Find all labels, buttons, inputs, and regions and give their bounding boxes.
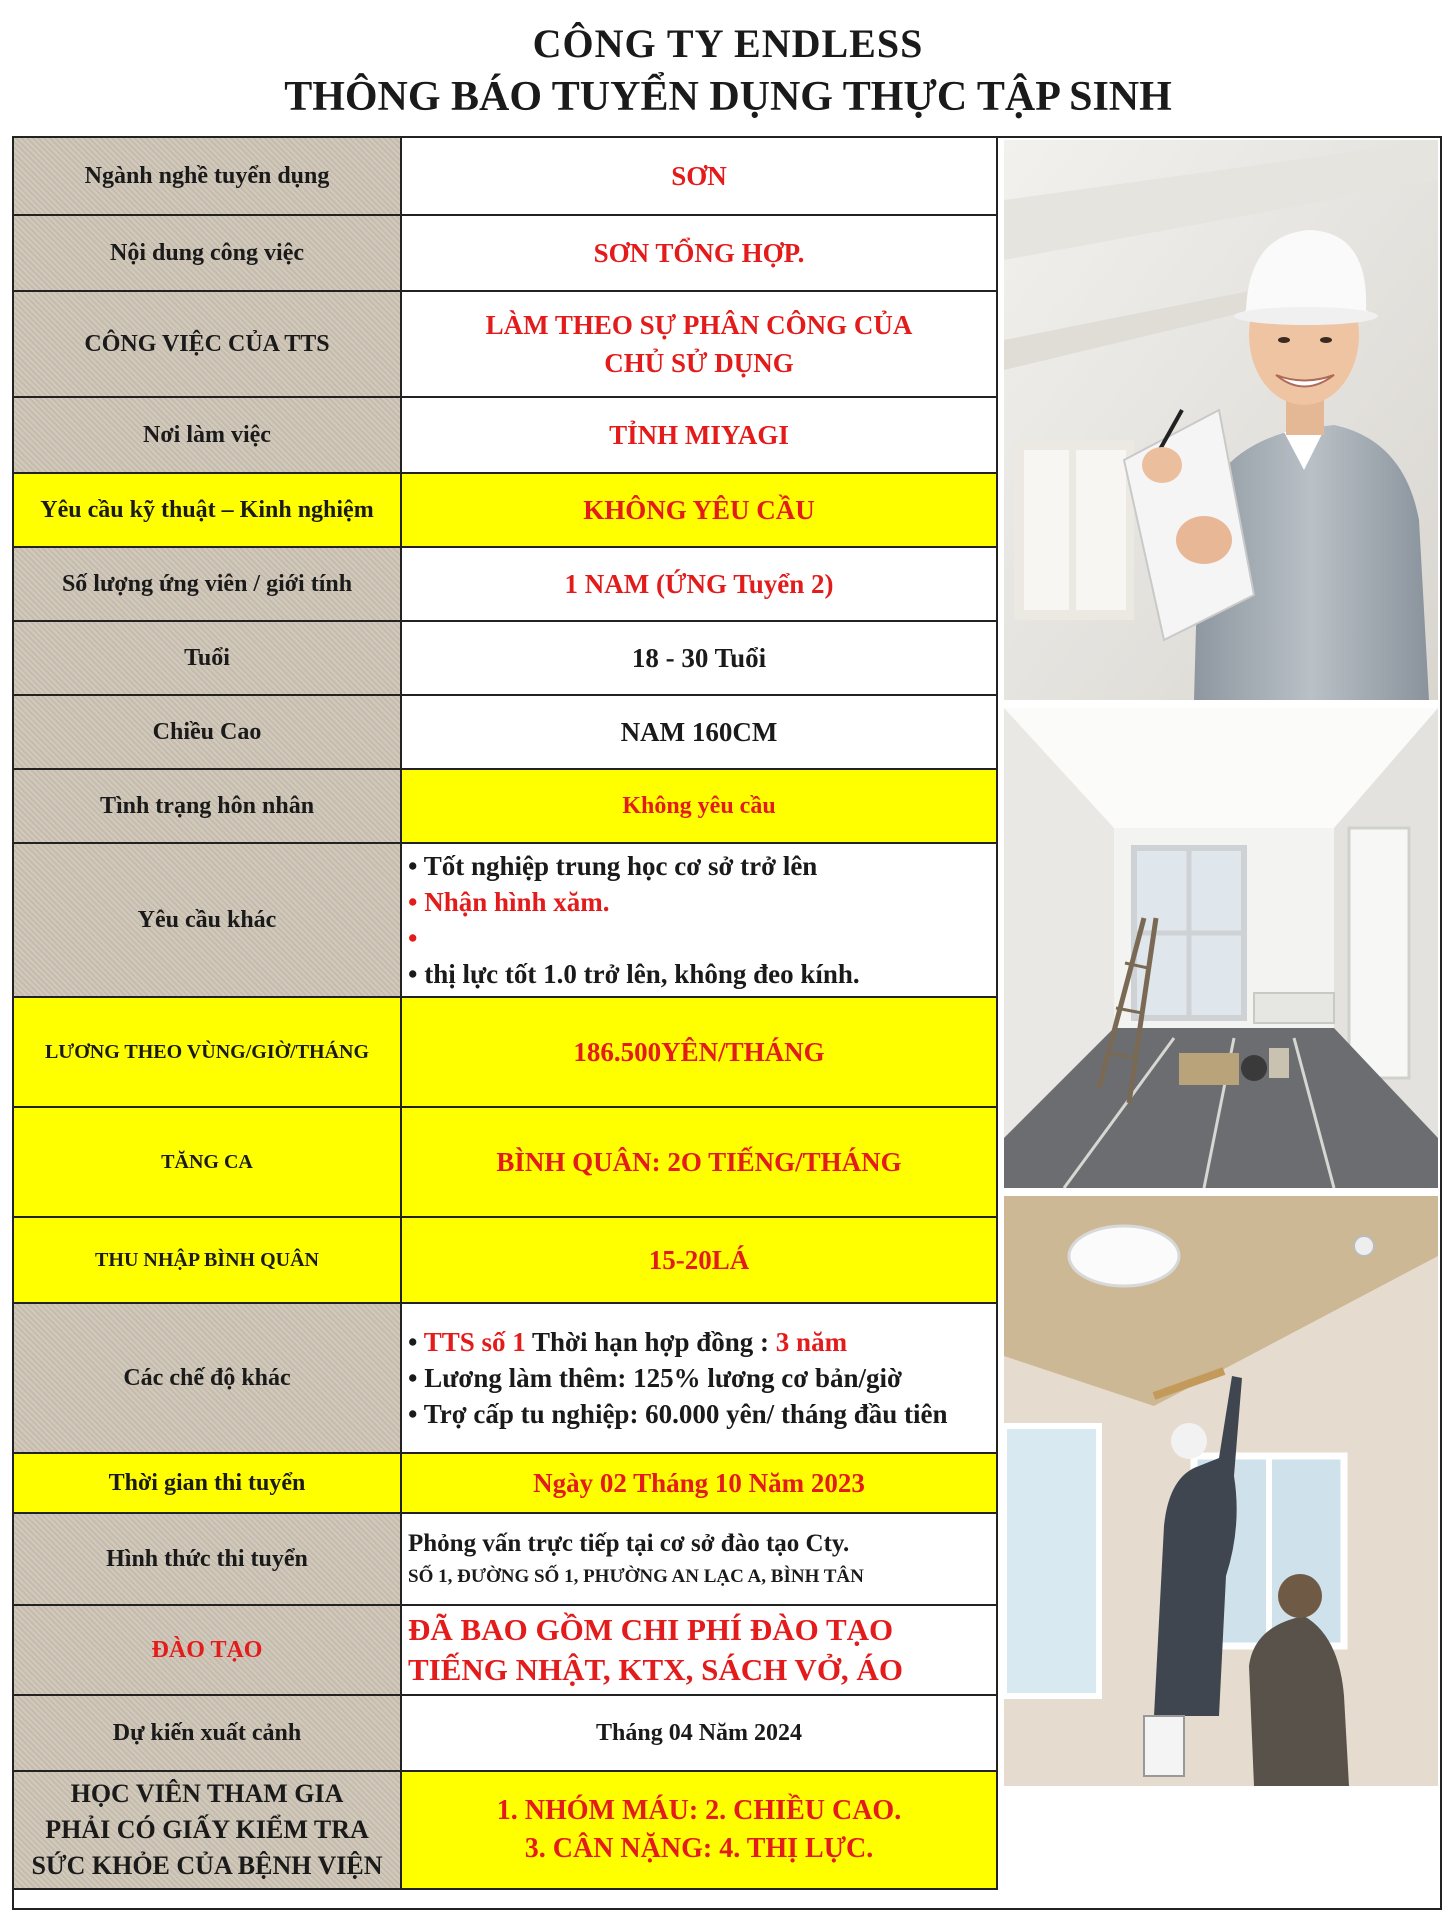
row-nganh-nghe [13,137,997,215]
row-suc-khoe [13,1771,997,1889]
value-so-luong: 1 NAM (ỨNG Tuyển 2) [401,547,997,621]
suc-khoe-label-line2: PHẢI CÓ GIẤY KIỂM TRA [45,1815,369,1844]
row-thoi-gian-thi [13,1453,997,1513]
row-xuat-canh [13,1695,997,1771]
yeu-cau-line4: • thị lực tốt 1.0 trở lên, không đeo kính. [408,959,860,989]
suc-khoe-line1: 1. NHÓM MÁU: 2. CHIỀU CAO. [496,1795,902,1826]
label-luong: LƯƠNG THEO VÙNG/GIỜ/THÁNG [13,997,401,1107]
row-luong [13,997,997,1107]
photo-room-ladder [1004,708,1438,1188]
row-cong-viec-tts [13,291,997,397]
yeu-cau-line3: • [408,923,418,953]
value-tuoi: 18 - 30 Tuổi [401,621,997,695]
label-suc-khoe [13,1771,401,1889]
value-suc-khoe [401,1771,997,1889]
row-che-do-khac [13,1303,997,1453]
value-chieu-cao: NAM 160CM [401,695,997,769]
row-thu-nhap [13,1217,997,1303]
che-do-bullet: • [408,1327,424,1357]
recruitment-table [12,136,998,1890]
che-do-so-nam: 3 năm [775,1327,848,1357]
che-do-line3: • Trợ cấp tu nghiệp: 60.000 yên/ tháng đầu tiên [408,1399,948,1429]
label-noi-dung: Nội dung công việc [13,215,401,291]
row-noi-lam-viec [13,397,997,473]
page-header [0,0,1456,130]
row-dao-tao [13,1605,997,1695]
value-luong: 186.500YÊN/THÁNG [401,997,997,1107]
row-yeu-cau-khac [13,843,997,997]
row-noi-dung [13,215,997,291]
company-name: CÔNG TY ENDLESS [532,21,924,66]
page-title: THÔNG BÁO TUYỂN DỤNG THỰC TẬP SINH [284,74,1172,120]
photo-painters [1004,1196,1438,1786]
che-do-line2: • Lương làm thêm: 125% lương cơ bản/giờ [408,1363,902,1393]
label-hinh-thuc-thi: Hình thức thi tuyển [13,1513,401,1605]
row-so-luong [13,547,997,621]
hinh-thuc-line2: SỐ 1, ĐƯỜNG SỐ 1, PHƯỜNG AN LẠC A, BÌNH TÂN [408,1566,864,1587]
yeu-cau-line2: • Nhận hình xăm. [408,887,610,917]
row-tang-ca [13,1107,997,1217]
value-hinh-thuc-thi [401,1513,997,1605]
yeu-cau-line1: • Tốt nghiệp trung học cơ sở trở lên [408,851,818,881]
label-xuat-canh: Dự kiến xuất cảnh [13,1695,401,1771]
label-so-luong: Số lượng ứng viên / giới tính [13,547,401,621]
value-dao-tao [401,1605,997,1695]
label-che-do-khac: Các chế độ khác [13,1303,401,1453]
row-tuoi [13,621,997,695]
value-thu-nhap: 15-20LÁ [401,1217,997,1303]
worker-image [1004,140,1438,700]
value-cong-viec-tts [401,291,997,397]
suc-khoe-label-line3: SỨC KHỎE CỦA BỆNH VIỆN [31,1851,383,1880]
suc-khoe-line2: 3. CÂN NẶNG: 4. THỊ LỰC. [524,1833,874,1864]
value-noi-lam-viec: TỈNH MIYAGI [401,397,997,473]
cong-viec-line2: CHỦ SỬ DỤNG [604,348,794,378]
label-tang-ca: TĂNG CA [13,1107,401,1217]
dao-tao-line2: TIẾNG NHẬT, KTX, SÁCH VỞ, ÁO [408,1652,903,1687]
value-xuat-canh: Tháng 04 Năm 2024 [401,1695,997,1771]
label-cong-viec-tts: CÔNG VIỆC CỦA TTS [13,291,401,397]
che-do-thoi-han: Thời hạn hợp đồng : [525,1327,776,1357]
label-thoi-gian-thi: Thời gian thi tuyển [13,1453,401,1513]
row-yeu-cau-ky-thuat [13,473,997,547]
room-ladder-image [1004,708,1438,1188]
che-do-line1 [408,1324,990,1360]
value-thoi-gian-thi: Ngày 02 Tháng 10 Năm 2023 [401,1453,997,1513]
hinh-thuc-line1: Phỏng vấn trực tiếp tại cơ sở đào tạo Cty. [408,1530,850,1557]
value-yeu-cau-khac [401,843,997,997]
row-hon-nhan [13,769,997,843]
label-thu-nhap: THU NHẬP BÌNH QUÂN [13,1217,401,1303]
row-hinh-thuc-thi [13,1513,997,1605]
value-tang-ca: BÌNH QUÂN: 2O TIẾNG/THÁNG [401,1107,997,1217]
label-hon-nhan: Tình trạng hôn nhân [13,769,401,843]
value-che-do-khac [401,1303,997,1453]
cong-viec-line1: LÀM THEO SỰ PHÂN CÔNG CỦA [485,310,913,340]
label-chieu-cao: Chiều Cao [13,695,401,769]
dao-tao-line1: ĐÃ BAO GỒM CHI PHÍ ĐÀO TẠO [408,1612,894,1647]
photo-worker [1004,140,1438,700]
label-tuoi: Tuổi [13,621,401,695]
value-yeu-cau-ky-thuat: KHÔNG YÊU CẦU [401,473,997,547]
painters-image [1004,1196,1438,1786]
label-nganh-nghe: Ngành nghề tuyển dụng [13,137,401,215]
value-noi-dung: SƠN TỔNG HỢP. [401,215,997,291]
che-do-tts: TTS số 1 [423,1327,526,1357]
suc-khoe-label-line1: HỌC VIÊN THAM GIA [70,1779,344,1808]
value-nganh-nghe: SƠN [401,137,997,215]
photo-column [1004,140,1438,1794]
label-dao-tao: ĐÀO TẠO [13,1605,401,1695]
value-hon-nhan: Không yêu cầu [401,769,997,843]
label-yeu-cau-ky-thuat: Yêu cầu kỹ thuật – Kinh nghiệm [13,473,401,547]
label-yeu-cau-khac: Yêu cầu khác [13,843,401,997]
label-noi-lam-viec: Nơi làm việc [13,397,401,473]
row-chieu-cao [13,695,997,769]
